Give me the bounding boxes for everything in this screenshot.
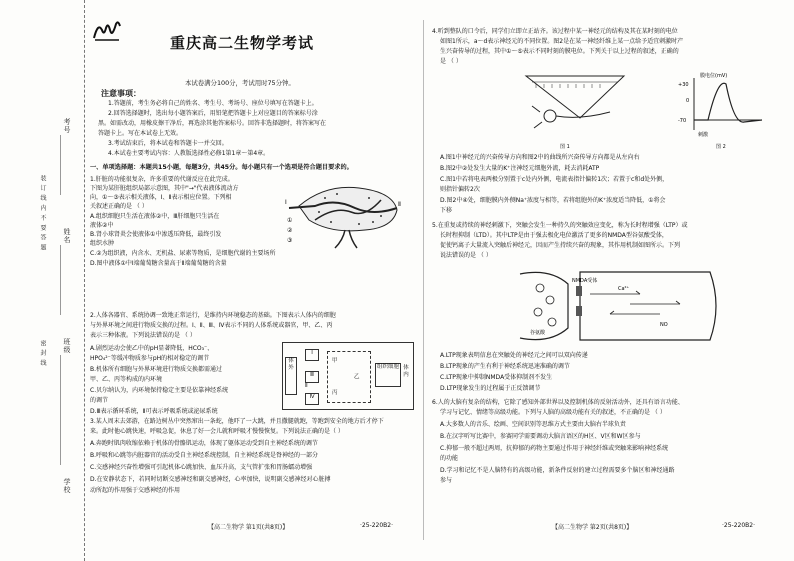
footer-left: 【高二生物学 第1页(共8页)】 — [208, 524, 289, 531]
fluid-jia: 甲 — [332, 358, 338, 364]
q2-option-c-cont: 的调节 — [90, 397, 109, 404]
cell-label: 组织细胞 — [375, 363, 401, 387]
q2-line: 2.人体各器官、系统协调一致地正常运行，是维持内环境稳态的基础。下图表示人体内的细胞 — [90, 312, 336, 319]
fig2-tick-0: 0 — [686, 98, 690, 104]
q1-line: 向，①～③表示相关液体，Ⅰ、Ⅱ表示相应位置。下列相 — [90, 194, 232, 201]
no-label: NO — [660, 322, 668, 328]
box-iii: Ⅲ — [305, 371, 319, 383]
svg-text:②: ② — [287, 227, 293, 234]
class-label: 班级 — [63, 338, 71, 354]
footer-right-code: ·25-220B2· — [722, 522, 755, 529]
box-ii-label: Ⅱ — [305, 383, 308, 389]
q2-line: 表示三种体液。下列说法错误的是 （ ） — [90, 332, 196, 339]
q4-option-d: D.图2中④处，细胞膜内外侧Na⁺浓度与相等，若将组胞外的K⁺浓度适当降低，①将会 — [440, 197, 666, 204]
q6-option-a: A.大多数人的音乐、绘画、空间识别等思维方式主要由大脑右半球负责 — [440, 421, 626, 428]
exam-number-label: 考号 — [63, 118, 71, 134]
fig2-caption: 图 2 — [716, 144, 726, 150]
seal-line-text: 装 订 线 内 不 要 答 题 — [39, 175, 46, 252]
q1-option-c: C.②为组织液，内含水、无机盐、尿素等物质，是细胞代谢的主要场所 — [90, 250, 276, 257]
nmda-label: NMDA受体 — [572, 278, 598, 284]
q3-option-c: C.交感神经兴奋性增强可引起机体心跳加快、血压升高，支气管扩张和胃肠蠕动增强 — [90, 464, 313, 471]
q3-option-a: A.奔跑时肌肉收缩依赖于机体的骨骼肌运动，体现了躯体运动受到自主神经系统的调节 — [90, 440, 318, 447]
q1-option-d: D.图中液体①中Ⅰ端葡萄糖含量高于Ⅱ端葡萄糖的含量 — [90, 260, 227, 267]
q4-line: 4.听到整队的口令后，同学们立即立正站齐。该过程中某一神经元的结构及其在某时刻的电位 — [432, 28, 678, 35]
svg-text:①: ① — [287, 217, 293, 224]
fluid-yi: 乙 — [354, 374, 360, 380]
q6-option-c: C.抑郁一般不超过两周，抗抑郁的药物主要通过作用于神经纤维或突触来影响神经系统 — [440, 445, 669, 452]
q4-line: 生兴奋传导的过程，其中①～⑤表示不同时刻的膜电位。下列关于以上过程的叙述，正确的 — [440, 48, 679, 55]
binding-margin — [0, 0, 85, 561]
q4-line: 是 （ ） — [440, 58, 462, 65]
liver-tissue-figure — [285, 178, 405, 250]
notice-line: 1.答题前，考生务必将自己的姓名、考生号、考场号、座位号填写在答题卡上。 — [108, 100, 318, 107]
q6-option-d: D.学习和记忆不是人脑特有的高级功能，新条件反射的建立过程需要多个脑区和神经通路 — [440, 467, 675, 474]
exchange-diagram — [282, 342, 414, 410]
footer-left-code: ·25-220B2· — [360, 522, 393, 529]
ltp-mechanism-figure — [510, 264, 730, 348]
q6-line: 学习与记忆、情绪等高级功能。下列与人脑的高级功能有关的叙述，不正确的是 （ ） — [440, 409, 666, 416]
q5-option-c: C.LTP现象中抑制NMDA受体抑制剂不发生 — [440, 374, 553, 381]
column-divider — [423, 20, 424, 540]
notice-line: 黑。如需改动，用橡皮擦干净后，再选涂其他答案标号。回答非选择题时，将答案写在 — [98, 120, 327, 127]
exam-logo — [92, 20, 122, 42]
q2-option-d: D.Ⅲ表示循环系统，Ⅱ可表示呼吸系统或泌尿系统 — [90, 408, 218, 415]
q1-option-a: A.组织细胞只生活在液体②中，Ⅲ肝细胞只生活在 — [90, 213, 220, 220]
q1-line: 1.肝脏的功能很复杂，许多重要的代谢反应在此完成。 — [90, 176, 234, 183]
q1-option-b-cont: 组织水肿 — [90, 240, 115, 247]
svg-text:Ⅰ: Ⅰ — [285, 199, 287, 206]
q5-option-a: A.LTP现象表明信息在突触处的神经元之间可以双向传递 — [440, 352, 588, 359]
school-label: 学校 — [63, 478, 71, 494]
outside-label: 体外 — [285, 357, 297, 395]
q3-line: 来。此时他心跳快速，呼吸急促，休息了好一会儿就和呼吸才慢慢恢复。下列说法正确的是（ ） — [90, 428, 344, 435]
fig2-tick-30: +30 — [678, 82, 689, 88]
fig2-tick-70: -70 — [678, 118, 687, 124]
score-note: 本试卷满分100分，考试用时75分钟。 — [185, 79, 295, 87]
q2-option-a: A.剧烈运动会使乙中的pH显著降低，HCO₃⁻、 — [90, 345, 214, 352]
q4-option-a: A.图1中神经元的兴奋传导方向和图2中的曲线所兴奋传导方向都是从左向右 — [440, 154, 640, 161]
q1-line: 关叙述正确的是 （ ） — [90, 203, 148, 210]
page-title: 重庆高二生物学考试 — [170, 34, 315, 52]
q1-option-a-cont: 液体②中 — [90, 222, 114, 229]
q6-option-b: B.在汉字听写比赛中，参赛同学需要调动大脑言语区的H区、V区和W区参与 — [440, 433, 641, 440]
notice-line: 4.本试卷主要考试内容：人教版选择性必修1第1章～第4章。 — [108, 150, 270, 157]
footer-right: 【高二生物学 第2页(共8页)】 — [552, 524, 633, 531]
ca-label: Ca²⁺ — [618, 286, 630, 292]
q3-line: 3.某人周末去郊游，在路边树丛中突然窜出一条蛇，他吓了一大跳，并且撒腿就跑，等跑到安全的地方后才停下 — [90, 418, 384, 425]
notice-line: 答题卡上。写在本试卷上无效。 — [98, 130, 183, 137]
q5-line: 促使钙离子大量流入突触后神经元，因而产生持续兴奋的现象，其作用机制如图所示。下列 — [440, 242, 681, 249]
glutamate-label: 谷氨酸 — [530, 330, 546, 336]
notice-line: 2.回答选择题时，选出每小题答案后，用铅笔把答题卡上对应题目的答案标号涂 — [108, 110, 318, 117]
q6-line: 6.人的大脑有复杂的结构，它除了感知外部世界以及控制机体的反射活动外，还具有语言功能、 — [432, 399, 684, 406]
q2-line: 与外界环境之间进行物质交换的过程。Ⅰ、Ⅱ、Ⅲ、Ⅳ表示不同的人体系统或器官，甲、乙、丙 — [90, 322, 333, 329]
name-label: 姓名 — [63, 228, 71, 244]
q5-option-b: B.LTP现象的产生有利于神经系统迅速准确的调节 — [440, 363, 570, 370]
q2-option-b: B.机体所有细胞与外界环境进行物质交换都需通过 — [90, 366, 223, 373]
box-i: Ⅰ — [305, 349, 319, 361]
q3-option-b: B.呼吸和心跳等内脏器官的活动受自主神经系统控制，自主神经系统是脊神经的一部分 — [90, 452, 319, 459]
svg-text:Ⅱ: Ⅱ — [398, 201, 401, 208]
q2-option-c: C.贝尔纳认为，内环境保持稳定主要是依靠神经系统 — [90, 387, 229, 394]
q1-line: 下图为某肝脏组织局部示意图，其中"→"代表液体流动方 — [90, 185, 239, 192]
seal-line-text-2: 密 封 线 — [39, 340, 46, 367]
q4-option-d-cont: 下移 — [440, 207, 453, 214]
q5-line: 5.在重复或持续的神经刺激下，突触会发生一种持久的突触效应变化，称为长时程增强（LTP）或 — [432, 222, 688, 229]
q4-option-c: C.图1中若将电表两极分别置于c处内外侧，电流表指针偏转1次；若置于c和d处外侧， — [440, 176, 669, 183]
q1-option-b: B.肾小球肾炎会使液体①中渗透压降低，最终引发 — [90, 231, 222, 238]
q5-line: 长时程抑制（LTD）。其中LTP是由于强去极化电位激活了更多的NMDA型谷氨酸受体， — [440, 232, 668, 239]
q4-option-b: B.图2中②处发生大量的K⁺注神经元细胞外流，耗去消耗ATP — [440, 165, 600, 172]
fig2-ylabel: 膜电位(mV) — [700, 73, 728, 79]
q4-option-c-cont: 则指针偏转2次 — [440, 186, 480, 193]
neuron-figure-1 — [520, 72, 630, 142]
section-heading: 一、单项选择题：本题共15小题，每题3分，共45分。每小题只有一个选项是符合题目要求的。 — [90, 164, 353, 171]
q2-option-b-cont: 甲、乙、丙等构成的内环境 — [90, 376, 163, 383]
fluid-bing: 丙 — [332, 390, 338, 396]
membrane-potential-figure-2 — [674, 72, 764, 142]
q4-line: 如图1所示，a～d表示神经元的不同位置。图2是在某一神经纤维上某一点给予适宜刺激时产 — [440, 38, 684, 45]
svg-text:③: ③ — [287, 237, 293, 244]
box-iv: Ⅳ — [305, 393, 319, 405]
q3-option-d-cont: 动所起的作用强于交感神经的作用 — [90, 487, 181, 494]
q6-option-c-cont: 的功能 — [440, 455, 459, 462]
q5-option-d: D.LTP现象发生的过程属于正反馈调节 — [440, 385, 541, 392]
inside-label: 体内 — [403, 365, 409, 378]
q5-line: 说法错误的是 （ ） — [440, 252, 492, 259]
fig1-caption: 图 1 — [560, 144, 570, 150]
q6-option-d-cont: 参与 — [440, 477, 453, 484]
q3-option-d: D.在安静状态下，若同时切断交感神经和副交感神经，心率加快，说明副交感神经对心脏搏 — [90, 476, 331, 483]
q2-option-a-cont: HPO₄²⁻等缓冲物质参与pH的相对稳定的调节 — [90, 355, 210, 362]
notice-title: 注意事项： — [101, 89, 141, 98]
fig2-stimulus: 刺激 — [698, 132, 709, 138]
internal-environment-box — [327, 351, 371, 403]
notice-line: 3.考试结束后，将本试卷和答题卡一并交回。 — [108, 140, 228, 147]
